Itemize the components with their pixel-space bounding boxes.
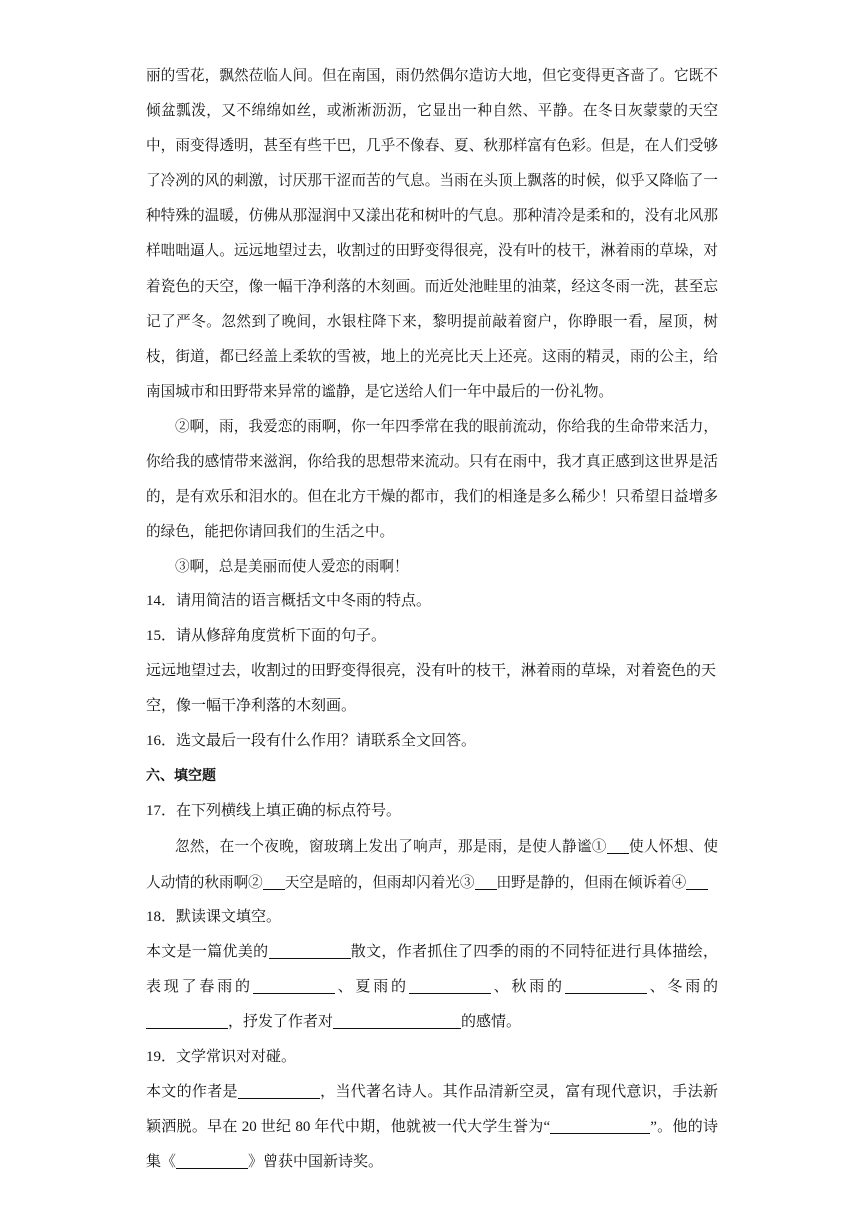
q18-text-part: 、秋雨的: [490, 978, 565, 995]
question-17-text: [146, 829, 718, 899]
q17-text-part: 田野是静的，但雨在倾诉着④: [496, 873, 687, 891]
question-17: 17．在下列横线上填正确的标点符号。: [146, 803, 402, 820]
question-14: 14．请用简洁的语言概括文中冬雨的特点。: [146, 593, 432, 610]
q18-text-part: 散文，作者抓住了四季的雨的不同特征进行具体描绘，表现了春雨的: [146, 943, 718, 995]
question-19-text: [146, 1075, 718, 1180]
q17-text-part: 天空是暗的，但雨却闪着光③: [284, 873, 475, 891]
q17-text-part: 忽然，在一个夜晚，窗玻璃上发出了响声，那是雨，是使人静谧①: [175, 838, 607, 856]
section-heading: 六、填空题: [146, 768, 216, 785]
question-18-text: [146, 935, 718, 1040]
document-page: [146, 58, 718, 1180]
question-16: 16．选文最后一段有什么作用？请联系全文回答。: [146, 733, 477, 750]
answer-blank[interactable]: [146, 1011, 228, 1029]
answer-blank[interactable]: [333, 1011, 461, 1029]
answer-blank[interactable]: [607, 836, 629, 854]
q18-text-part: 、夏雨的: [334, 978, 409, 995]
question-18: 18．默读课文填空。: [146, 908, 282, 925]
q18-text-part: 的感情。: [461, 1013, 522, 1030]
answer-blank[interactable]: [686, 872, 708, 890]
q18-text-part: 、冬雨的: [646, 978, 718, 995]
answer-blank[interactable]: [176, 1151, 248, 1169]
passage-paragraph: ③啊，总是美丽而使人爱恋的雨啊！: [175, 558, 409, 576]
answer-blank[interactable]: [269, 941, 351, 959]
passage-paragraph: ②啊，雨，我爱恋的雨啊，你一年四季常在我的眼前流动，你给我的生命带来活力，你给我的感情带来滋润，你给我的思想带来流动。只有在雨中，我才真正感到这世界是活的，是有欢乐和泪水的。但在北方干燥的都市，我们的相逢是多么稀少！只希望日益增多的绿色，能把你请回我们的生活之中。: [146, 417, 718, 541]
passage-paragraph: 丽的雪花，飘然莅临人间。但在南国，雨仍然偶尔造访大地，但它变得更吝啬了。它既不倾盆瓢泼，又不绵绵如丝，或淅淅沥沥，它显出一种自然、平静。在冬日灰蒙蒙的天空中，雨变得透明，甚至有些干巴，几乎不像春、夏、秋那样富有色彩。但是，在人们受够了冷冽的风的刺激，讨厌那干涩而苦的气息。当雨在头顶上飘落的时候，似乎又降临了一种特殊的温暖，仿佛从那湿润中又漾出花和树叶的气息。那种清冷是柔和的，没有北风那样咄咄逼人。远远地望过去，收割过的田野变得很亮，没有叶的枝干，淋着雨的草垛，对着瓷色的天空，像一幅干净利落的木刻画。而近处池畦里的油菜，经这冬雨一洗，甚至忘记了严冬。忽然到了晚间，水银柱降下来，黎明提前敲着窗户，你睁眼一看，屋顶，树枝，街道，都已经盖上柔软的雪被，地上的光亮比天上还亮。这雨的精灵，雨的公主，给南国城市和田野带来异常的谧静，是它送给人们一年中最后的一份礼物。: [146, 67, 718, 400]
answer-blank[interactable]: [565, 976, 647, 994]
answer-blank[interactable]: [475, 872, 497, 890]
answer-blank[interactable]: [550, 1116, 650, 1134]
answer-blank[interactable]: [263, 872, 285, 890]
answer-blank[interactable]: [238, 1081, 320, 1099]
q19-text-part: ”。他的诗集《: [146, 1118, 718, 1170]
answer-blank[interactable]: [409, 976, 491, 994]
q19-text-part: 本文的作者是: [146, 1083, 238, 1100]
q18-text-part: ，抒发了作者对: [228, 1013, 334, 1030]
q18-text-part: 本文是一篇优美的: [146, 943, 269, 960]
answer-blank[interactable]: [253, 976, 335, 994]
question-15-sentence: 远远地望过去，收割过的田野变得很亮，没有叶的枝干，淋着雨的草垛，对着瓷色的天空，像一幅干净利落的木刻画。: [146, 663, 717, 715]
q19-text-part: 》曾获中国新诗奖。: [248, 1153, 384, 1170]
q19-text-part: ，当代著名诗人。其作品清新空灵，富有现代意识，手法新颖洒脱。早在 20 世纪 80 年代中期，他就被一代大学生誉为“: [146, 1083, 718, 1135]
q17-text-part: 使人怀想、使人动情的秋雨啊②: [146, 838, 718, 891]
question-19: 19．文学常识对对碰。: [146, 1048, 297, 1065]
question-15: 15．请从修辞角度赏析下面的句子。: [146, 628, 387, 645]
